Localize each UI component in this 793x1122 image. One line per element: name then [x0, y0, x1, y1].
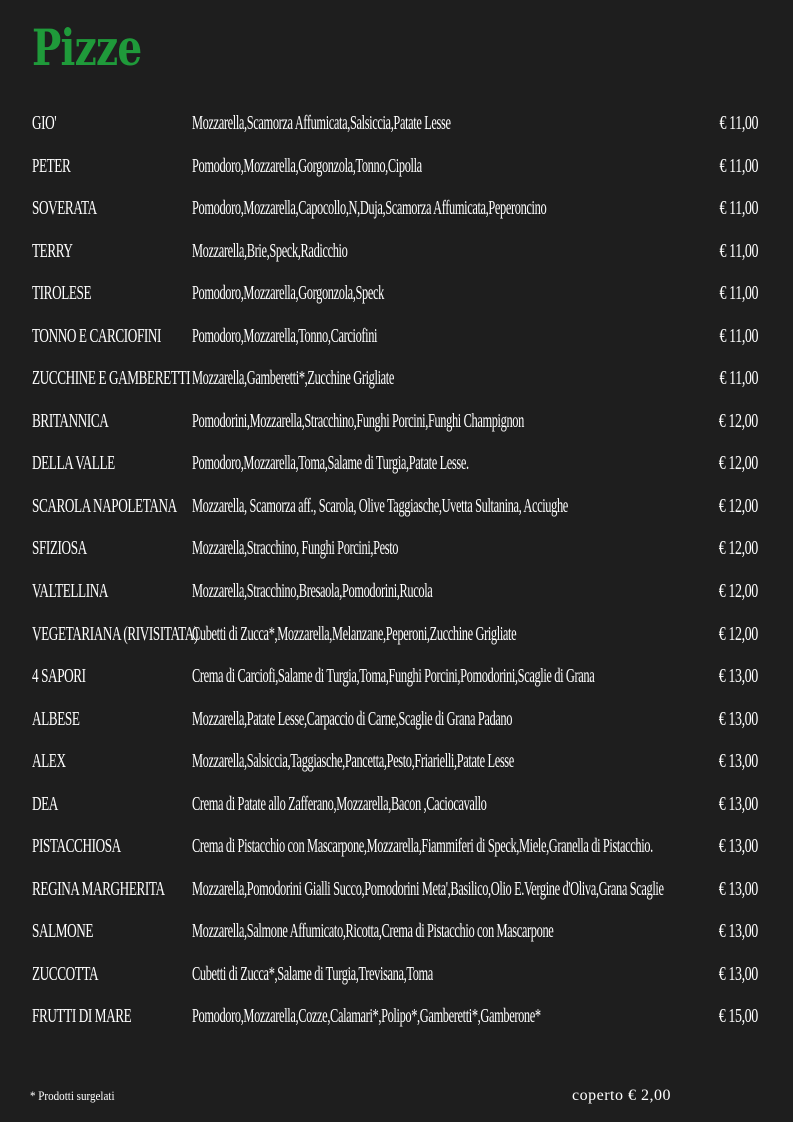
frozen-products-note: * Prodotti surgelati [30, 1088, 115, 1103]
menu-item [32, 487, 758, 530]
pizza-price: € 12,00 [718, 409, 758, 432]
menu-item [32, 827, 758, 870]
pizza-name: BRITANNICA [32, 409, 109, 432]
menu-item [32, 700, 758, 743]
pizza-ingredients: Mozzarella,Salsiccia,Taggiasche,Pancetta,Pesto,Friarielli,Patate Lesse [192, 750, 514, 773]
pizza-price: € 12,00 [718, 494, 758, 517]
pizza-price: € 13,00 [718, 920, 758, 943]
menu-item [32, 359, 758, 402]
page-title: Pizze [32, 18, 142, 77]
pizza-price: € 11,00 [719, 112, 758, 134]
pizza-name: SOVERATA [32, 197, 97, 220]
cover-charge: coperto € 2,00 [572, 1087, 671, 1104]
pizza-name: TIROLESE [32, 282, 92, 305]
pizza-price: € 13,00 [718, 707, 758, 730]
menu-item [32, 912, 758, 955]
pizza-ingredients: Mozzarella,Gamberetti*,Zucchine Grigliate [192, 367, 394, 390]
pizza-name: SFIZIOSA [32, 537, 87, 560]
pizza-price: € 13,00 [718, 835, 758, 858]
menu-item [32, 955, 758, 998]
pizza-price: € 11,00 [719, 197, 758, 220]
pizza-price: € 13,00 [718, 962, 758, 985]
pizza-price: € 11,00 [719, 367, 758, 390]
pizza-name: VEGETARIANA (RIVISITATA) [32, 622, 198, 645]
pizza-name: PETER [32, 154, 71, 177]
menu-item [32, 444, 758, 487]
pizza-price: € 12,00 [718, 537, 758, 560]
pizza-ingredients: Pomodoro,Mozzarella,Toma,Salame di Turgia,Patate Lesse. [192, 452, 469, 475]
menu-item [32, 147, 758, 190]
menu-item [32, 615, 758, 658]
pizza-name: GIO' [32, 112, 57, 134]
menu-item [32, 997, 758, 1040]
pizza-name: SCAROLA NAPOLETANA [32, 494, 177, 517]
menu-list [32, 104, 758, 1040]
pizza-ingredients: Crema di Patate allo Zafferano,Mozzarella,Bacon ,Caciocavallo [192, 792, 487, 815]
pizza-price: € 11,00 [719, 324, 758, 347]
pizza-price: € 12,00 [718, 580, 758, 603]
pizza-ingredients: Pomodoro,Mozzarella,Tonno,Carciofini [192, 324, 378, 347]
pizza-name: ALBESE [32, 707, 80, 730]
pizza-name: ZUCCHINE E GAMBERETTI [32, 367, 191, 390]
pizza-name: 4 SAPORI [32, 665, 86, 688]
pizza-ingredients: Crema di Pistacchio con Mascarpone,Mozzarella,Fiammiferi di Speck,Miele,Granella di Pistacchio. [192, 835, 653, 858]
pizza-name: PISTACCHIOSA [32, 835, 121, 858]
pizza-ingredients: Mozzarella,Stracchino,Bresaola,Pomodorini,Rucola [192, 580, 433, 603]
menu-item [32, 317, 758, 360]
pizza-name: DEA [32, 792, 58, 815]
menu-item [32, 657, 758, 700]
pizza-price: € 13,00 [718, 665, 758, 688]
pizza-price: € 13,00 [718, 877, 758, 900]
pizza-price: € 13,00 [718, 792, 758, 815]
pizza-ingredients: Pomodoro,Mozzarella,Capocollo,N,Duja,Scamorza Affumicata,Peperoncino [192, 197, 547, 220]
pizza-ingredients: Mozzarella, Scamorza aff., Scarola, Olive Taggiasche,Uvetta Sultanina, Acciughe [192, 494, 568, 517]
pizza-name: SALMONE [32, 920, 94, 943]
pizza-price: € 13,00 [718, 750, 758, 773]
menu-item [32, 529, 758, 572]
pizza-name: VALTELLINA [32, 580, 108, 603]
menu-item [32, 402, 758, 445]
pizza-name: TERRY [32, 239, 73, 262]
pizza-ingredients: Mozzarella,Pomodorini Gialli Succo,Pomodorini Meta',Basilico,Olio E.Vergine d'Oliva,Grana Scaglie [192, 877, 664, 900]
pizza-ingredients: Cubetti di Zucca*,Salame di Turgia,Trevisana,Toma [192, 962, 433, 985]
pizza-ingredients: Mozzarella,Scamorza Affumicata,Salsiccia,Patate Lesse [192, 112, 451, 134]
pizza-ingredients: Mozzarella,Patate Lesse,Carpaccio di Carne,Scaglie di Grana Padano [192, 707, 513, 730]
pizza-name: ZUCCOTTA [32, 962, 99, 985]
menu-item [32, 232, 758, 275]
pizza-price: € 11,00 [719, 239, 758, 262]
menu-item [32, 189, 758, 232]
pizza-ingredients: Cubetti di Zucca*,Mozzarella,Melanzane,Peperoni,Zucchine Grigliate [192, 622, 517, 645]
pizza-price: € 15,00 [718, 1005, 758, 1028]
pizza-ingredients: Mozzarella,Stracchino, Funghi Porcini,Pesto [192, 537, 399, 560]
pizza-price: € 12,00 [718, 622, 758, 645]
pizza-name: FRUTTI DI MARE [32, 1005, 132, 1028]
menu-item [32, 785, 758, 828]
pizza-ingredients: Pomodorini,Mozzarella,Stracchino,Funghi Porcini,Funghi Champignon [192, 409, 524, 432]
pizza-price: € 11,00 [719, 282, 758, 305]
pizza-ingredients: Crema di Carciofi,Salame di Turgia,Toma,Funghi Porcini,Pomodorini,Scaglie di Grana [192, 665, 595, 688]
pizza-ingredients: Pomodoro,Mozzarella,Gorgonzola,Speck [192, 282, 384, 305]
menu-item [32, 104, 758, 147]
pizza-price: € 11,00 [719, 154, 758, 177]
pizza-name: REGINA MARGHERITA [32, 877, 165, 900]
pizza-name: TONNO E CARCIOFINI [32, 324, 162, 347]
pizza-ingredients: Mozzarella,Salmone Affumicato,Ricotta,Crema di Pistacchio con Mascarpone [192, 920, 554, 943]
menu-item [32, 870, 758, 913]
pizza-price: € 12,00 [718, 452, 758, 475]
pizza-ingredients: Pomodoro,Mozzarella,Cozze,Calamari*,Polipo*,Gamberetti*,Gamberone* [192, 1005, 541, 1028]
menu-item [32, 742, 758, 785]
menu-item [32, 274, 758, 317]
menu-item [32, 572, 758, 615]
pizza-name: DELLA VALLE [32, 452, 115, 475]
pizza-ingredients: Mozzarella,Brie,Speck,Radicchio [192, 239, 348, 262]
pizza-ingredients: Pomodoro,Mozzarella,Gorgonzola,Tonno,Cipolla [192, 154, 422, 177]
pizza-name: ALEX [32, 750, 66, 773]
